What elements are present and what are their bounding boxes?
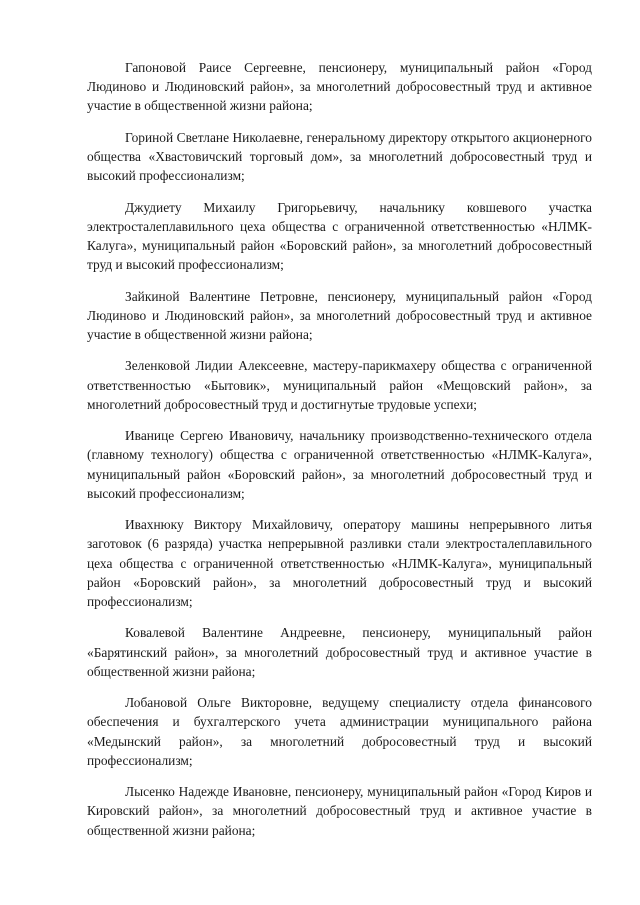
document-body	[87, 58, 592, 852]
award-entry-kovaleva: Ковалевой Валентине Андреевне, пенсионеру, муниципальный район «Барятинский район», за многолетний добросовестный труд и активное участие в общественной жизни района;	[87, 625, 592, 679]
award-entry-lysenko: Лысенко Надежде Ивановне, пенсионеру, муниципальный район «Город Киров и Кировский район», за многолетний добросовестный труд и активное участие в общественной жизни района;	[87, 784, 592, 838]
award-entry-gaponova: Гапоновой Раисе Сергеевне, пенсионеру, муниципальный район «Город Людиново и Людиновский район», за многолетний добросовестный труд и активное участие в общественной жизни района;	[87, 60, 592, 114]
award-entry-gorina: Гориной Светлане Николаевне, генеральному директору открытого акционерного общества «Хвастовичский торговый дом», за многолетний добросовестный труд и высокий профессионализм;	[87, 129, 592, 184]
award-entry-ivanitsa: Иванице Сергею Ивановичу, начальнику производственно-технического отдела (главному технологу) общества с ограниченной ответственностью «НЛМК-Калуга», муниципальный район «Боровский район», за многолетний добросовестный труд и высокий профессионализм;	[87, 428, 592, 501]
award-entry-lobanova: Лобановой Ольге Викторовне, ведущему специалисту отдела финансового обеспечения и бухгалтерского учета администрации муниципального района «Медынский район», за многолетний добросовестный труд и высокий профессионализм;	[87, 695, 592, 768]
award-entry-zaykina: Зайкиной Валентине Петровне, пенсионеру, муниципальный район «Город Людиново и Людиновский район», за многолетний добросовестный труд и активное участие в общественной жизни района;	[87, 288, 592, 342]
award-entry-dzhudietu: Джудиету Михаилу Григорьевичу, начальнику ковшевого участка электросталеплавильного цеха общества с ограниченной ответственностью «НЛМК-Калуга», муниципальный район «Боровский район», за многолетний добросовестный труд и высокий профессионализм;	[87, 199, 592, 273]
award-entry-ivakhnyuk: Ивахнюку Виктору Михайловичу, оператору машины непрерывного литья заготовок (6 разряда) участка непрерывной разливки стали электросталеплавильного цеха общества с ограниченной ответственностью «НЛМК-Калуга», муниципальный район «Боровский район», за многолетний добросовестный труд и высокий профессионализм;	[87, 517, 592, 609]
award-entry-zelenkova: Зеленковой Лидии Алексеевне, мастеру-парикмахеру общества с ограниченной ответственностью «Бытовик», муниципальный район «Мещовский район», за многолетний добросовестный труд и достигнутые трудовые успехи;	[87, 358, 592, 412]
